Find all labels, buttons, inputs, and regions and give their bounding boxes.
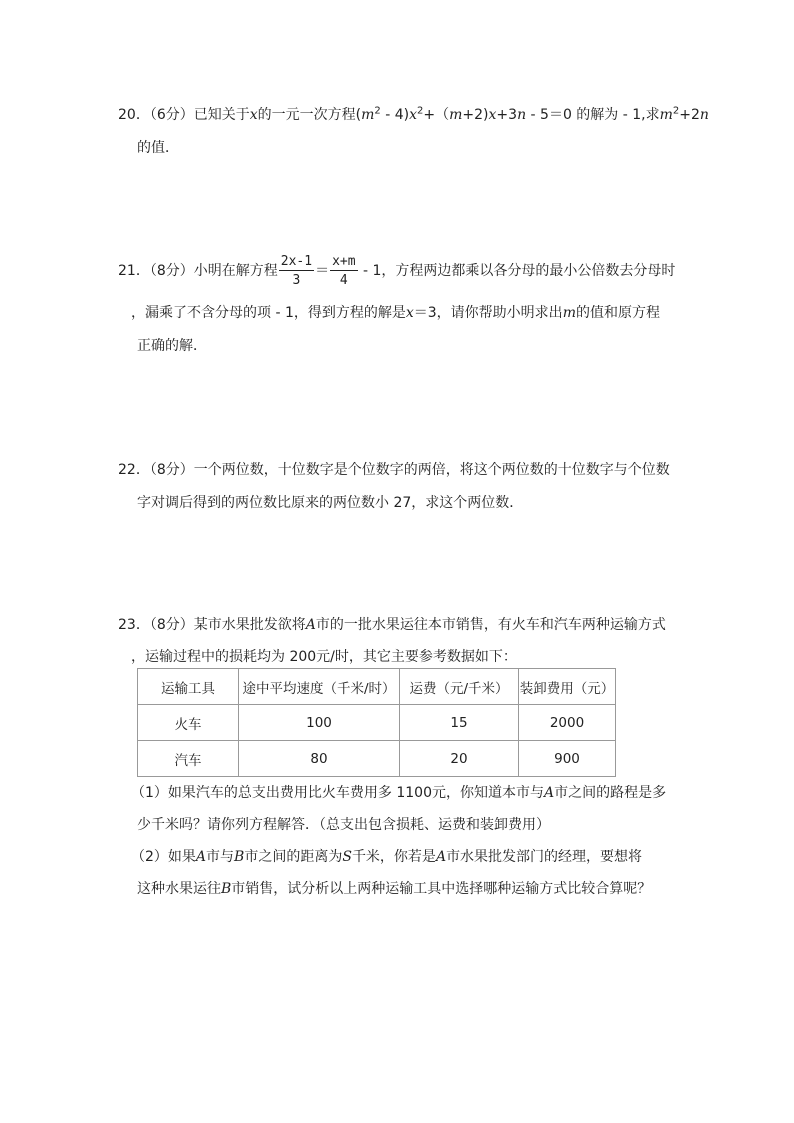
question-21-line-3: 正确的解． xyxy=(137,338,207,354)
text: 市的一批水果运往本市销售，有火车和汽车两种运输方式 xyxy=(315,617,666,633)
question-number: 21． xyxy=(118,263,150,279)
var-x: x xyxy=(488,107,497,123)
text: - 4) xyxy=(380,107,410,123)
text: （2）如果 xyxy=(131,849,196,865)
table-cell: 80 xyxy=(239,741,400,777)
text: +（ xyxy=(423,107,450,123)
text: 市水果批发部门的经理，要想将 xyxy=(446,849,643,865)
var-a: A xyxy=(544,785,555,801)
var-s: S xyxy=(342,849,352,865)
table-cell: 100 xyxy=(239,705,400,741)
text: +2 xyxy=(679,107,700,123)
numerator: x+m xyxy=(332,254,356,269)
text: 市之间的路程是多 xyxy=(554,785,667,801)
text: ＝3，请你帮助小明求出 xyxy=(413,305,563,321)
table-cell: 20 xyxy=(400,741,519,777)
exponent: 2 xyxy=(672,105,680,117)
var-x: x xyxy=(405,305,414,321)
text: +2) xyxy=(462,107,489,123)
table-header-cell: 运费（元/千米） xyxy=(400,669,519,705)
table-cell: 火车 xyxy=(138,705,239,741)
denominator: 4 xyxy=(339,273,348,288)
question-23-part-1-line-2: 少千米吗？请你列方程解答．（总支出包含损耗、运费和装卸费用） xyxy=(137,817,550,833)
fraction-2 xyxy=(330,254,357,288)
question-23-line-2: ，运输过程中的损耗均为 200元/时，其它主要参考数据如下： xyxy=(131,649,517,665)
table-row xyxy=(138,741,616,777)
var-b: B xyxy=(234,849,245,865)
text: +3 xyxy=(496,107,518,123)
question-20-line-1 xyxy=(118,104,709,124)
table-header-cell: 装卸费用（元） xyxy=(519,669,616,705)
text: 市与 xyxy=(206,849,235,865)
text: 已知关于 xyxy=(193,107,250,123)
table-cell: 汽车 xyxy=(138,741,239,777)
var-a: A xyxy=(435,849,447,865)
question-21-line-2 xyxy=(131,302,660,322)
var-m: m xyxy=(562,305,576,321)
table-header-cell: 运输工具 xyxy=(138,669,239,705)
var-n: n xyxy=(699,107,709,123)
table-cell: 900 xyxy=(519,741,616,777)
denominator: 3 xyxy=(292,273,301,288)
text: 的值和原方程 xyxy=(575,305,660,321)
var-x: x xyxy=(409,107,418,123)
question-20-line-2: 的值． xyxy=(137,140,179,156)
var-a: A xyxy=(305,617,316,633)
exponent: 2 xyxy=(417,105,424,117)
fraction-1 xyxy=(279,254,314,288)
text: （1）如果汽车的总支出费用比火车费用多 1100元，你知道本市与 xyxy=(131,785,544,801)
question-23-line-1 xyxy=(118,614,666,634)
var-m: m xyxy=(449,107,463,123)
var-m: m xyxy=(361,107,375,123)
question-score: （8分） xyxy=(149,263,194,279)
text: - 1，方程两边都乘以各分母的最小公倍数去分母时 xyxy=(358,263,676,279)
text: 市销售，试分析以上两种运输工具中选择哪种运输方式比较合算呢？ xyxy=(231,881,652,897)
numerator: 2x-1 xyxy=(280,254,313,269)
table-cell: 15 xyxy=(400,705,519,741)
question-23-part-1-line-1 xyxy=(131,782,666,802)
var-m: m xyxy=(659,107,673,123)
var-n: n xyxy=(517,107,527,123)
table-header-row xyxy=(138,669,616,705)
question-21-line-1 xyxy=(118,254,675,288)
text: ，漏乘了不含分母的项 - 1，得到方程的解是 xyxy=(131,305,406,321)
question-23-part-2-line-2 xyxy=(137,878,651,898)
var-b: B xyxy=(221,881,232,897)
question-23-part-2-line-1 xyxy=(131,846,642,866)
table-cell: 2000 xyxy=(519,705,616,741)
var-x: x xyxy=(249,107,258,123)
exponent: 2 xyxy=(374,105,381,117)
question-22-line-2: 字对调后得到的两位数比原来的两位数小 27，求这个两位数． xyxy=(137,495,524,511)
table-header-cell: 途中平均速度（千米/时） xyxy=(239,669,400,705)
question-score: （6分） xyxy=(149,107,194,123)
text: 小明在解方程 xyxy=(193,263,278,279)
text: 市之间的距离为 xyxy=(244,849,343,865)
text: - 5＝0 的解为 - 1,求 xyxy=(526,107,660,123)
text: 23．（8分）某市水果批发欲将 xyxy=(118,617,306,633)
question-number: 20． xyxy=(118,107,150,123)
equals-sign: ＝ xyxy=(315,263,330,279)
text: 千米，你若是 xyxy=(351,849,436,865)
transport-data-table xyxy=(137,668,616,777)
text: 这种水果运往 xyxy=(137,881,221,897)
question-22-line-1: 22．（8分）一个两位数，十位数字是个位数字的两倍，将这个两位数的十位数字与个位数 xyxy=(118,462,670,478)
text: 的一元一次方程( xyxy=(257,107,362,123)
table-row xyxy=(138,705,616,741)
var-a: A xyxy=(195,849,207,865)
